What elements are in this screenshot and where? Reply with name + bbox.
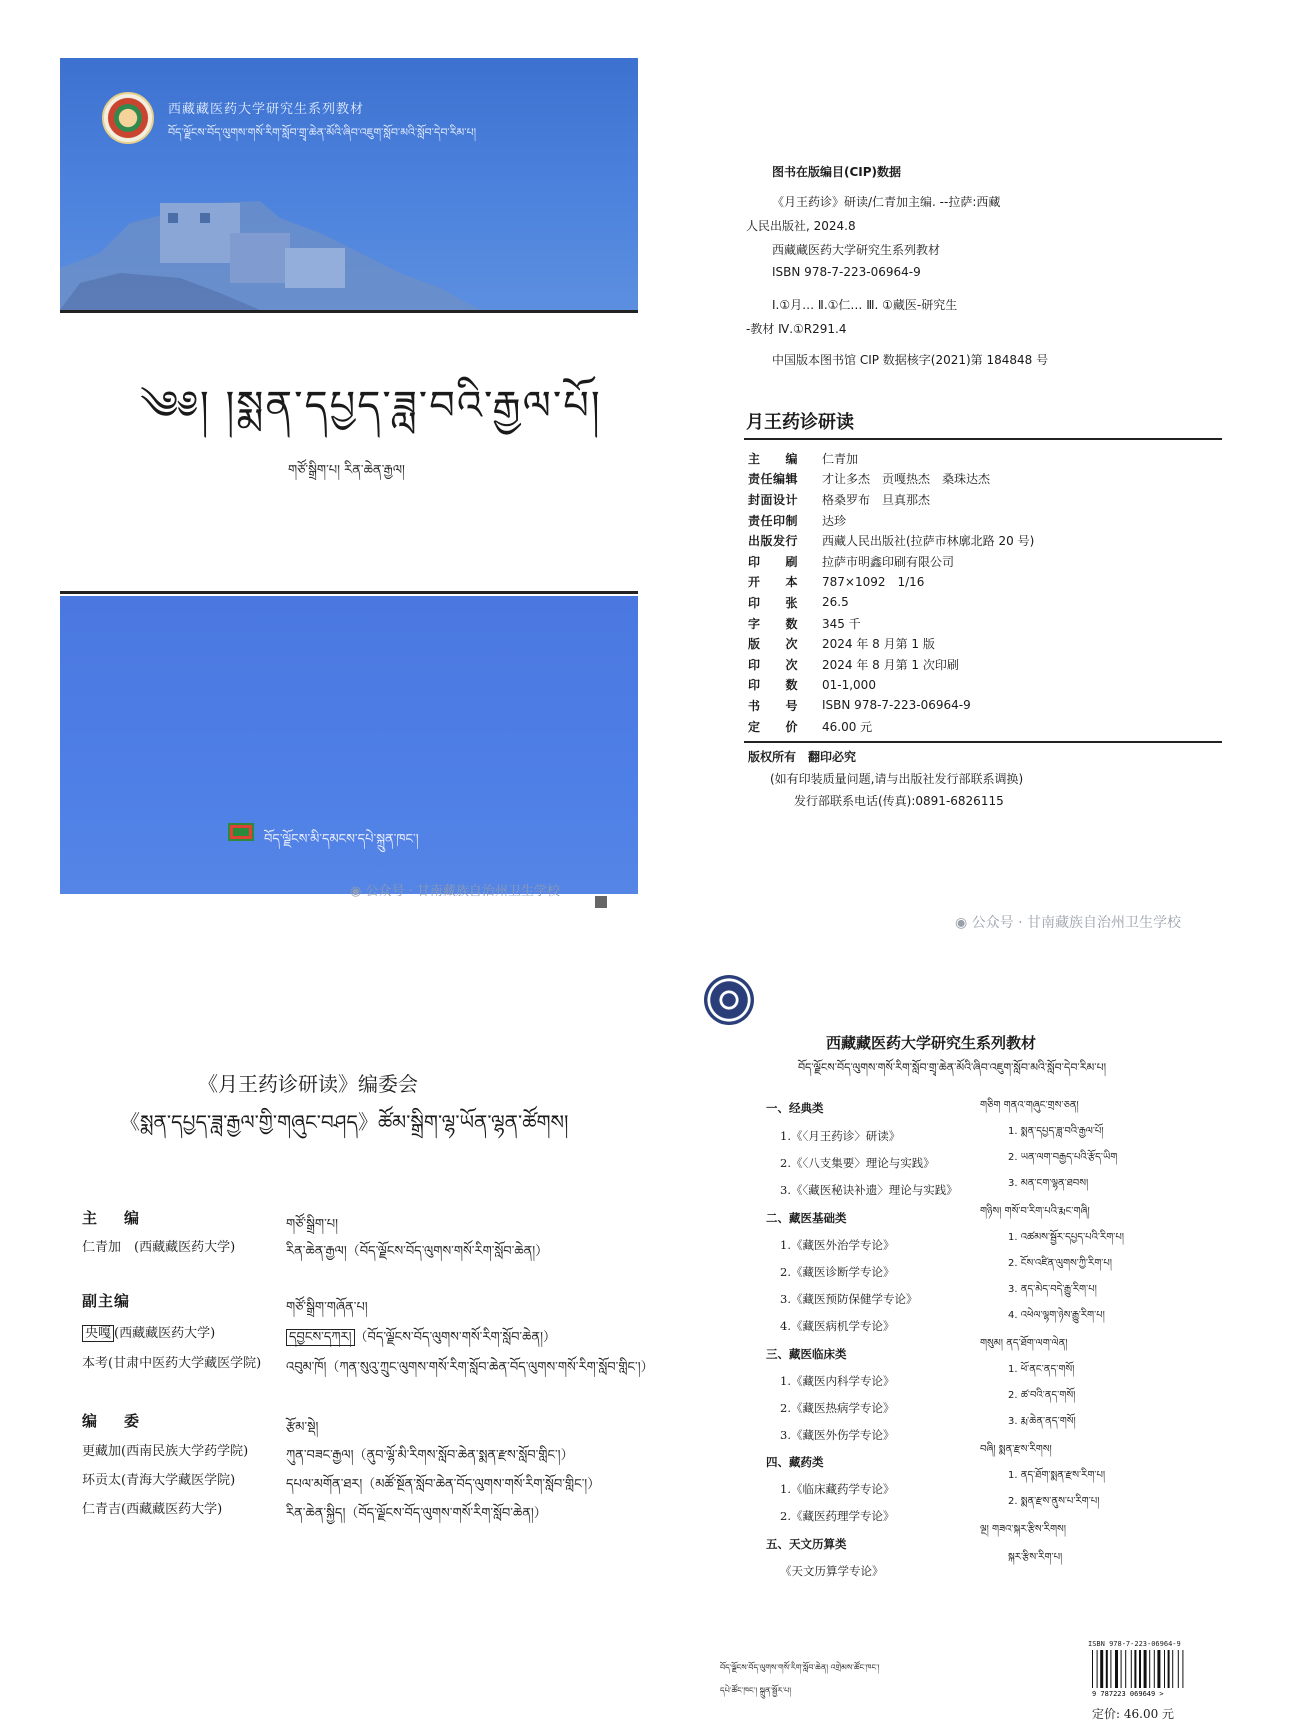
copyright-notice: 版权所有 翻印必究 bbox=[748, 750, 857, 764]
editorial-board-title-tibetan: 《སྨན་དཔྱད་ཟླ་རྒྱལ་གྱི་གཞུང་བཤད》ཚོམ་སྒྲིག་ལྷ་ཡོན་ལྷན་ཚོགས། bbox=[120, 1110, 569, 1134]
series-category: 五、天文历算类 bbox=[766, 1537, 847, 1551]
divider bbox=[744, 741, 1222, 743]
info-row bbox=[748, 469, 1034, 490]
series-book: 2.《藏医热病学专论》 bbox=[780, 1401, 895, 1415]
info-label: 印 次 bbox=[748, 657, 799, 672]
watermark: ◉ 公众号 · 甘南藏族自治州卫生学校 bbox=[955, 915, 1182, 931]
info-row bbox=[748, 551, 1034, 572]
info-label: 开 本 bbox=[748, 575, 799, 590]
board-member-tibetan: དཔལ་མགོན་ཐར།（མཚོ་སྔོན་སློབ་ཆེན་བོད་ལུགས་གསོ་རིག་སློབ་གླིང་།） bbox=[286, 1477, 601, 1492]
barcode-bar bbox=[1139, 1650, 1141, 1688]
series-item-tibetan: 1. སྨན་དཔྱད་ཟླ་བའི་རྒྱལ་པོ། bbox=[1008, 1126, 1104, 1137]
info-row bbox=[748, 675, 1034, 696]
barcode-bar bbox=[1110, 1650, 1111, 1688]
series-book: 2.《〈八支集要〉理论与实践》 bbox=[780, 1156, 935, 1170]
cover-series-title-tibetan: བོད་ལྗོངས་བོད་ལུགས་གསོ་རིག་སློབ་གྲྭ་ཆེན་མོའི་ཞིབ་འཇུག་སློབ་མའི་སློབ་དེབ་རིམ་པ། bbox=[168, 126, 477, 139]
contact-phone: 发行部联系电话(传真):0891-6826115 bbox=[794, 794, 1004, 808]
barcode-digits: 9 787223 069649 > bbox=[1092, 1690, 1164, 1698]
qr-code-icon bbox=[595, 896, 607, 908]
deputy-editor: 本考(甘肃中医药大学藏医学院) bbox=[82, 1356, 262, 1371]
deputy-editor-tibetan: དབྱངས་དཀར། （བོད་ལྗོངས་བོད་ལུགས་གསོ་རིག་སློབ་ཆེན།） bbox=[286, 1322, 556, 1359]
series-book: 1.《临床藏药学专论》 bbox=[780, 1482, 895, 1496]
info-value: 达珍 bbox=[822, 513, 847, 528]
divider bbox=[744, 438, 1222, 440]
info-value: 仁青加 bbox=[822, 451, 859, 466]
board-member-tibetan: རིན་ཆེན་སྐྱིད།（བོད་ལྗོངས་བོད་ལུགས་གསོ་རིག་སློབ་ཆེན།） bbox=[286, 1506, 547, 1521]
info-label: 定 价 bbox=[748, 719, 799, 734]
info-row bbox=[748, 695, 1034, 716]
info-value: 2024 年 8 月第 1 次印刷 bbox=[822, 657, 959, 672]
publisher-logo-icon bbox=[228, 823, 254, 841]
series-item-tibetan: 2. ཚ་བའི་ནད་གསོ། bbox=[1008, 1390, 1076, 1401]
series-item-tibetan: གསུམ། ནད་ཐོག་ལག་ལེན། bbox=[980, 1338, 1068, 1349]
cover-author-tibetan: གཙོ་སྒྲིག་པ། རིན་ཆེན་རྒྱལ། bbox=[288, 463, 405, 478]
cip-page bbox=[740, 0, 1260, 900]
series-item-tibetan: 2. ངོས་འཛིན་ལུགས་ཀྱི་རིག་པ། bbox=[1008, 1258, 1112, 1269]
wechat-icon: ◉ bbox=[350, 884, 366, 899]
info-value: 345 千 bbox=[822, 616, 861, 631]
info-row bbox=[748, 572, 1034, 593]
cover-divider bbox=[60, 310, 638, 313]
board-members-label: 编 委 bbox=[82, 1412, 146, 1430]
info-row bbox=[748, 592, 1034, 613]
cover-book-title-tibetan: ༄༅། །སྨན་དཔྱད་ཟླ་བའི་རྒྱལ་པོ། bbox=[140, 383, 602, 429]
cip-line: Ⅰ.①月… Ⅱ.①仁… Ⅲ. ①藏医-研究生 bbox=[772, 298, 958, 312]
chief-editor-label: 主 编 bbox=[82, 1209, 146, 1227]
isbn-label: ISBN 978-7-223-06964-9 bbox=[1088, 1640, 1181, 1648]
info-label: 封面设计 bbox=[748, 492, 799, 507]
barcode-bar bbox=[1131, 1650, 1132, 1688]
series-item-tibetan: གཅིག གནའ་གཞུང་གྲས་ཅན། bbox=[980, 1100, 1079, 1111]
board-member: 仁青吉(西藏藏医药大学) bbox=[82, 1502, 223, 1517]
publication-info-table bbox=[748, 448, 1034, 736]
info-row bbox=[748, 448, 1034, 469]
series-item-tibetan: ལྔ། གཟའ་སྐར་རྩིས་རིགས། bbox=[980, 1524, 1066, 1535]
series-item-tibetan: 1. ནད་ཐོག་སྨན་རྫས་རིག་པ། bbox=[1008, 1470, 1106, 1481]
series-book: 2.《藏医药理学专论》 bbox=[780, 1509, 895, 1523]
chief-editor-label-tibetan: གཙོ་སྒྲིག་པ། bbox=[286, 1217, 339, 1232]
barcode-bar bbox=[1092, 1650, 1093, 1688]
series-book: 1.《藏医内科学专论》 bbox=[780, 1374, 895, 1388]
series-item-tibetan: 2. སྨན་རྫས་ནུས་པ་རིག་པ། bbox=[1008, 1496, 1100, 1507]
cover-divider-lower bbox=[60, 591, 638, 594]
info-label: 责任编辑 bbox=[748, 472, 799, 487]
series-category: 一、经典类 bbox=[766, 1101, 824, 1115]
info-value: 46.00 元 bbox=[822, 719, 873, 734]
info-label: 版 次 bbox=[748, 637, 799, 652]
cip-heading: 图书在版编目(CIP)数据 bbox=[772, 165, 902, 179]
info-value: 01-1,000 bbox=[822, 677, 876, 692]
info-row bbox=[748, 510, 1034, 531]
series-book: 1.《藏医外治学专论》 bbox=[780, 1238, 895, 1252]
deputy-editor-label: 副主编 bbox=[82, 1292, 131, 1310]
cip-line: 西藏藏医药大学研究生系列教材 bbox=[772, 243, 941, 257]
barcode-bar bbox=[1157, 1650, 1160, 1688]
chief-editor-name: 仁青加 (西藏藏医药大学) bbox=[82, 1240, 236, 1255]
series-item-tibetan: 3. ནད་མེད་བདེ་རྒྱུ་རིག་པ། bbox=[1008, 1284, 1097, 1295]
info-label: 出版发行 bbox=[748, 534, 799, 549]
info-value: 西藏人民出版社(拉萨市林廓北路 20 号) bbox=[822, 534, 1035, 549]
series-category: 三、藏医临床类 bbox=[766, 1347, 847, 1361]
barcode-bar bbox=[1134, 1650, 1136, 1688]
potala-palace-image bbox=[60, 173, 638, 310]
series-title: 西藏藏医药大学研究生系列教材 bbox=[826, 1034, 1037, 1052]
info-label: 印 刷 bbox=[748, 554, 799, 569]
series-book: 3.《藏医预防保健学专论》 bbox=[780, 1292, 918, 1306]
quality-notice: (如有印装质量问题,请与出版社发行部联系调换) bbox=[770, 772, 1024, 786]
series-book: 3.《〈藏医秘诀补遗〉理论与实践》 bbox=[780, 1183, 958, 1197]
info-row bbox=[748, 613, 1034, 634]
barcode-icon bbox=[1090, 1650, 1185, 1698]
info-value: 拉萨市明鑫印刷有限公司 bbox=[822, 554, 955, 569]
info-row bbox=[748, 489, 1034, 510]
info-value: 2024 年 8 月第 1 版 bbox=[822, 637, 935, 652]
price-label: 定价: 46.00 元 bbox=[1092, 1707, 1175, 1721]
barcode-bar bbox=[1100, 1650, 1103, 1688]
series-item-tibetan: བཞི། སྨན་རྫས་རིགས། bbox=[980, 1444, 1052, 1455]
cover-bottom-panel bbox=[60, 596, 638, 894]
publisher-name-tibetan: བོད་ལྗོངས་མི་དམངས་དཔེ་སྐྲུན་ཁང་། bbox=[264, 832, 419, 847]
info-label: 字 数 bbox=[748, 616, 799, 631]
series-item-tibetan: གཉིས། གསོ་བ་རིག་པའི་རྨང་གཞི། bbox=[980, 1206, 1090, 1217]
series-book: 3.《藏医外伤学专论》 bbox=[780, 1428, 895, 1442]
barcode-bar bbox=[1144, 1650, 1147, 1688]
barcode-bar bbox=[1149, 1650, 1150, 1688]
book-title: 月王药诊研读 bbox=[746, 412, 854, 433]
series-item-tibetan: 1. ཕོ་ནང་ནད་གསོ། bbox=[1008, 1364, 1075, 1375]
info-row bbox=[748, 716, 1034, 737]
board-member: 环贡太(青海大学藏医学院) bbox=[82, 1473, 236, 1488]
series-title-tibetan: བོད་ལྗོངས་བོད་ལུགས་གསོ་རིག་སློབ་གྲྭ་ཆེན་མོའི་ཞིབ་འཇུག་སློབ་མའི་སློབ་དེབ་རིམ་པ། bbox=[798, 1061, 1107, 1074]
deputy-editor-tibetan: འབུམ་ཁོ།（ཀན་སུའུ་ཀྲུང་ལུགས་གསོ་རིག་སློབ་ཆེན་བོད་ལུགས་གསོ་རིག་སློབ་གླིང་།） bbox=[286, 1360, 654, 1375]
info-label: 书 号 bbox=[748, 698, 799, 713]
back-cover-credit-tibetan: དཔེ་ཚོང་ཁང་། སྐྲུན་སྦྱོར་པ། bbox=[720, 1686, 792, 1695]
info-label: 印 张 bbox=[748, 595, 799, 610]
series-book: 1.《〈月王药诊〉研读》 bbox=[780, 1129, 901, 1143]
university-emblem-icon bbox=[102, 92, 154, 144]
deputy-editor: 央嘎 (西藏藏医药大学) bbox=[82, 1322, 215, 1341]
wechat-icon: ◉ bbox=[955, 915, 972, 931]
barcode-bar bbox=[1172, 1650, 1173, 1688]
info-row bbox=[748, 530, 1034, 551]
editorial-board-title: 《月王药诊研读》编委会 bbox=[198, 1072, 418, 1096]
series-item-tibetan: སྐར་རྩིས་རིག་པ། bbox=[1008, 1552, 1063, 1563]
university-emblem-icon bbox=[704, 975, 754, 1025]
barcode-bar bbox=[1125, 1650, 1126, 1688]
series-category: 二、藏医基础类 bbox=[766, 1211, 847, 1225]
info-value: 787×1092 1/16 bbox=[822, 575, 925, 590]
chief-editor-name-tibetan: རིན་ཆེན་རྒྱལ།（བོད་ལྗོངས་བོད་ལུགས་གསོ་རིག་སློབ་ཆེན།） bbox=[286, 1244, 549, 1259]
cip-line: 中国版本图书馆 CIP 数据核字(2021)第 184848 号 bbox=[772, 353, 1049, 367]
series-item-tibetan: 3. རྨ་ཆེན་ནད་གསོ། bbox=[1008, 1416, 1076, 1427]
barcode-bar bbox=[1168, 1650, 1170, 1688]
info-value: 26.5 bbox=[822, 595, 849, 610]
watermark: ◉ 公众号 · 甘南藏族自治州卫生学校 bbox=[350, 884, 560, 899]
info-row bbox=[748, 654, 1034, 675]
series-item-tibetan: 2. ཡན་ལག་བརྒྱད་པའི་རྩོད་ཡིག bbox=[1008, 1152, 1118, 1163]
barcode-bar bbox=[1182, 1650, 1183, 1688]
info-value: 格桑罗布 旦真那杰 bbox=[822, 492, 931, 507]
cip-line: -教材 Ⅳ.①R291.4 bbox=[746, 322, 847, 336]
cover-top-panel bbox=[60, 58, 638, 310]
info-value: ISBN 978-7-223-06964-9 bbox=[822, 698, 971, 713]
deputy-editor-label-tibetan: གཙོ་སྒྲིག་གཞོན་པ། bbox=[286, 1300, 368, 1315]
info-label: 责任印制 bbox=[748, 513, 799, 528]
barcode-bar bbox=[1164, 1650, 1165, 1688]
board-member: 更藏加(西南民族大学药学院) bbox=[82, 1444, 249, 1459]
cip-line: ISBN 978-7-223-06964-9 bbox=[772, 265, 921, 279]
info-label: 主 编 bbox=[748, 451, 799, 466]
cip-line: 《月王药诊》研读/仁青加主编. --拉萨:西藏 bbox=[772, 195, 1001, 209]
series-item-tibetan: 4. འཕེལ་ལྷག་ཉེས་རྒྱུ་རིག་པ། bbox=[1008, 1310, 1105, 1321]
series-category: 四、藏药类 bbox=[766, 1455, 824, 1469]
series-item-tibetan: 1. འཚམས་སྦྱོར་དཔྱད་པའི་རིག་པ། bbox=[1008, 1232, 1124, 1243]
cip-line: 人民出版社, 2024.8 bbox=[746, 219, 856, 233]
info-row bbox=[748, 633, 1034, 654]
series-book: 《天文历算学专论》 bbox=[780, 1564, 884, 1578]
series-item-tibetan: 3. མན་ངག་ལྷན་ཐབས། bbox=[1008, 1178, 1089, 1189]
barcode-bar bbox=[1154, 1650, 1155, 1688]
back-cover-credit-tibetan: བོད་ལྗོངས་བོད་ལུགས་གསོ་རིག་སློབ་ཆེན། འགྲེམས་ཚོང་ཁང་། bbox=[720, 1663, 880, 1672]
cover-series-title: 西藏藏医药大学研究生系列教材 bbox=[168, 101, 365, 116]
barcode-bar bbox=[1106, 1650, 1108, 1688]
series-book: 4.《藏医病机学专论》 bbox=[780, 1319, 895, 1333]
barcode-bar bbox=[1097, 1650, 1098, 1688]
board-member-tibetan: ཀུན་བཟང་རྒྱལ།（ནུབ་ལྷོ་མི་རིགས་སློབ་ཆེན་སྨན་རྫས་སློབ་གླིང་།） bbox=[286, 1448, 574, 1463]
board-members-label-tibetan: རྩོམ་སྡེ། bbox=[286, 1420, 319, 1435]
info-value: 才让多杰 贡嘎热杰 桑珠达杰 bbox=[822, 472, 991, 487]
barcode-bar bbox=[1121, 1650, 1122, 1688]
series-book: 2.《藏医诊断学专论》 bbox=[780, 1265, 895, 1279]
barcode-bar bbox=[1178, 1650, 1179, 1688]
barcode-bar bbox=[1115, 1650, 1118, 1688]
info-label: 印 数 bbox=[748, 678, 799, 693]
